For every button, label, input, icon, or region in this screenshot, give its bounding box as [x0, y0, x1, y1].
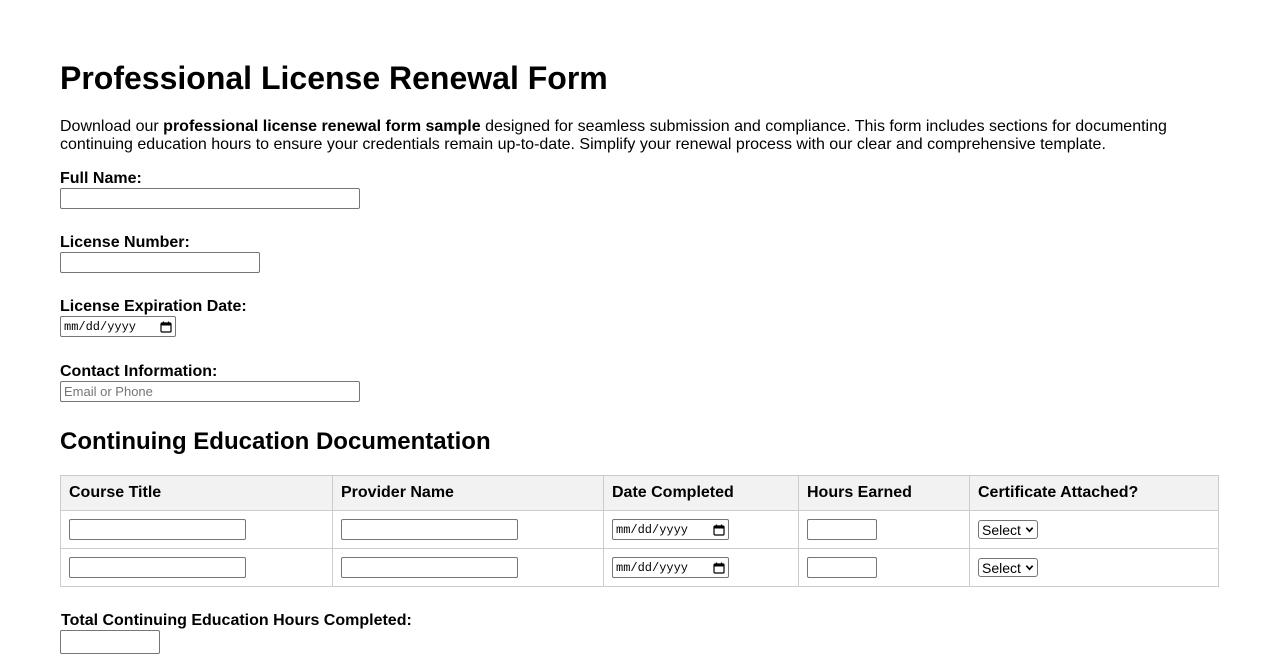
course-title-input[interactable] [69, 557, 246, 578]
calendar-icon[interactable] [713, 524, 725, 536]
provider-name-cell [333, 511, 604, 549]
calendar-icon[interactable] [160, 321, 172, 333]
certificate-cell [970, 549, 1219, 587]
course-title-cell [61, 511, 333, 549]
expiration-date-label: License Expiration Date: [60, 298, 247, 315]
date-completed-input[interactable] [612, 519, 729, 540]
intro-text-end: designed for seamless submission and compliance. This form includes sections for documenting continuing education hours to ensure your credentials remain up-to-date. Simplify your renewal process with our clear and comprehensive template. [60, 118, 1167, 153]
contact-input[interactable] [60, 381, 360, 402]
column-header-certificate-attached: Certificate Attached? [970, 476, 1219, 511]
full-name-label: Full Name: [60, 170, 142, 187]
certificate-cell [970, 511, 1219, 549]
date-completed-cell [604, 511, 799, 549]
table-row [61, 549, 1219, 587]
license-number-label: License Number: [60, 234, 190, 251]
date-completed-value: mm/dd/yyyy [616, 522, 689, 537]
expiration-date-value: mm/dd/yyyy [64, 319, 137, 334]
hours-earned-input[interactable] [807, 519, 877, 540]
column-header-hours-earned: Hours Earned [799, 476, 970, 511]
contact-label: Contact Information: [60, 363, 218, 380]
course-title-input[interactable] [69, 519, 246, 540]
date-completed-cell [604, 549, 799, 587]
total-hours-label: Total Continuing Education Hours Completed: [61, 612, 412, 629]
table-row [61, 511, 1219, 549]
date-completed-value: mm/dd/yyyy [616, 560, 689, 575]
intro-text-start: Download our [60, 118, 164, 135]
certificate-select[interactable] [978, 558, 1038, 577]
date-completed-input[interactable] [612, 557, 729, 578]
column-header-course-title: Course Title [61, 476, 333, 511]
chevron-down-icon [1025, 525, 1034, 534]
calendar-icon[interactable] [713, 562, 725, 574]
hours-earned-cell [799, 549, 970, 587]
course-title-cell [61, 549, 333, 587]
chevron-down-icon [1025, 563, 1034, 572]
column-header-date-completed: Date Completed [604, 476, 799, 511]
provider-name-cell [333, 549, 604, 587]
page-title: Professional License Renewal Form [60, 60, 608, 96]
intro-paragraph [60, 118, 1190, 154]
education-heading: Continuing Education Documentation [60, 428, 491, 455]
intro-highlight: professional license renewal form sample [163, 118, 481, 135]
certificate-select-value: Select [982, 521, 1021, 538]
certificate-select[interactable] [978, 520, 1038, 539]
column-header-provider-name: Provider Name [333, 476, 604, 511]
expiration-date-input[interactable] [60, 316, 176, 337]
table-header-row [61, 476, 1219, 511]
provider-name-input[interactable] [341, 519, 518, 540]
hours-earned-cell [799, 511, 970, 549]
education-table [60, 475, 1219, 587]
full-name-input[interactable] [60, 188, 360, 209]
total-hours-input[interactable] [60, 630, 160, 654]
license-number-input[interactable] [60, 252, 260, 273]
certificate-select-value: Select [982, 559, 1021, 576]
provider-name-input[interactable] [341, 557, 518, 578]
hours-earned-input[interactable] [807, 557, 877, 578]
